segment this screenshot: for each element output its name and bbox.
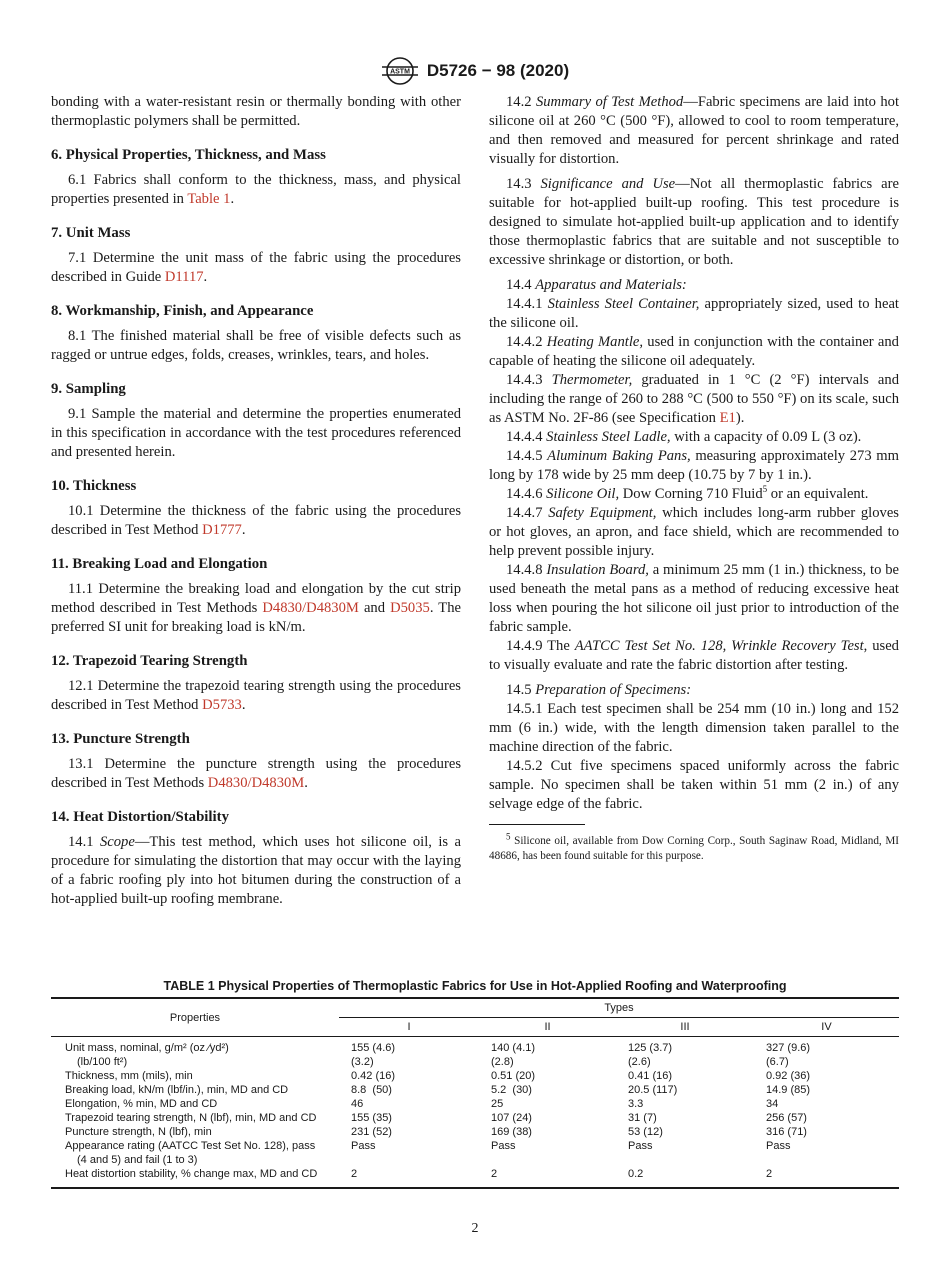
type-header-iv: IV xyxy=(754,1018,899,1037)
property-cell: Elongation, % min, MD and CD xyxy=(65,1098,218,1110)
table-body xyxy=(51,1037,899,1189)
e1-link[interactable]: E1 xyxy=(719,410,736,426)
value-cell: (6.7) xyxy=(766,1056,789,1068)
footnote-5: $^5$ Silicone oil, available from Dow Corning Corp., South Saginaw Road, Midland, MI 48686, has been found suitable for this purpose. xyxy=(489,831,899,862)
section-9-heading: 9. Sampling xyxy=(51,381,126,397)
footnote-ref-5[interactable]: 5 xyxy=(762,484,768,495)
value-cell xyxy=(339,1153,479,1167)
value-cell: 107 (24) xyxy=(491,1112,532,1124)
para-14-5-1: 14.5.1 Each test specimen shall be 254 mm (10 in.) long and 152 mm (6 in.) wide, with the length dimension taken parallel to the machine direction of the fabric. xyxy=(489,701,899,755)
d1117-link[interactable]: D1117 xyxy=(164,269,204,285)
table-row xyxy=(51,1111,899,1125)
section-6-heading: 6. Physical Properties, Thickness, and Mass xyxy=(51,147,326,163)
table-row xyxy=(51,1125,899,1139)
para-13-1: 13.1 Determine the puncture strength using the procedures described in Test Methods D4830/D4830M. xyxy=(51,756,461,791)
para-14-1: 14.1 Scope—This test method, which uses hot silicone oil, is a procedure for simulating the distortion that may occur with the laying of a fabric roofing ply into hot bitumen during the construction of a hot-applied built-up roofing membrane. xyxy=(51,834,461,907)
table-row xyxy=(51,1069,899,1083)
value-cell: 53 (12) xyxy=(628,1126,663,1138)
para-14-4-7: 14.4.7 Safety Equipment, which includes long-arm rubber gloves or hot gloves, an apron, and face shield, which are recommended to help prevent possible injury. xyxy=(489,505,899,559)
section-7-heading: 7. Unit Mass xyxy=(51,225,131,241)
value-cell xyxy=(754,1153,899,1167)
para-7-1: 7.1 Determine the unit mass of the fabric using the procedures described in Guide D1117. xyxy=(51,250,461,285)
property-cell: Puncture strength, N (lbf), min xyxy=(65,1126,212,1138)
table-row xyxy=(51,1167,899,1188)
section-11-heading: 11. Breaking Load and Elongation xyxy=(51,556,268,572)
property-cell: Appearance rating (AATCC Test Set No. 128), pass xyxy=(65,1140,316,1152)
d5733-link[interactable]: D5733 xyxy=(202,697,242,713)
table-row xyxy=(51,1097,899,1111)
value-cell: 0.41 (16) xyxy=(628,1070,673,1082)
section-10-heading: 10. Thickness xyxy=(51,478,137,494)
value-cell: 5.2 (30) xyxy=(491,1084,532,1096)
section-8-heading: 8. Workmanship, Finish, and Appearance xyxy=(51,303,314,319)
d4830-link[interactable]: D4830/D4830M xyxy=(262,600,359,616)
value-cell: 8.8 (50) xyxy=(351,1084,392,1096)
para-14-4-4: 14.4.4 Stainless Steel Ladle, with a capacity of 0.09 L (3 oz). xyxy=(506,429,862,445)
continued-paragraph: bonding with a water-resistant resin or thermally bonding with other thermoplastic polymers shall be permitted. xyxy=(51,94,461,129)
para-12-1: 12.1 Determine the trapezoid tearing strength using the procedures described in Test Method D5733. xyxy=(51,678,461,713)
para-14-4-5: 14.4.5 Aluminum Baking Pans, measuring approximately 273 mm long by 178 wide by 25 mm deep (10.75 by 7 by 1 in.). xyxy=(489,448,899,483)
properties-table xyxy=(51,997,899,1189)
para-14-4: 14.4 Apparatus and Materials: xyxy=(506,277,687,293)
property-cell: Trapezoid tearing strength, N (lbf), min, MD and CD xyxy=(65,1112,317,1124)
para-14-3: 14.3 Significance and Use—Not all thermoplastic fabrics are suitable for hot-applied built-up roofing. This test procedure is designed to simulate hot-applied built-up application and to identify those thermoplastic fabrics that are suitable and not susceptible to excessive shrinkage or distortion, or both. xyxy=(489,176,899,268)
value-cell xyxy=(479,1153,616,1167)
para-10-1: 10.1 Determine the thickness of the fabric using the procedures described in Test Method D1777. xyxy=(51,503,461,538)
table-1-link[interactable]: Table 1 xyxy=(187,191,231,207)
section-14-heading: 14. Heat Distortion/Stability xyxy=(51,809,229,825)
para-14-4-6: 14.4.6 Silicone Oil, Dow Corning 710 Fluid$^5$ or an equivalent. xyxy=(506,484,869,502)
value-cell: 155 (35) xyxy=(351,1112,392,1124)
property-cell: Breaking load, kN/m (lbf/in.), min, MD and CD xyxy=(65,1084,289,1096)
para-14-4-2: 14.4.2 Heating Mantle, used in conjunction with the container and capable of heating the silicone oil adequately. xyxy=(489,334,899,369)
astm-logo-text: ASTM xyxy=(389,68,410,76)
standard-designation: D5726 − 98 (2020) xyxy=(426,61,570,80)
value-cell: 0.51 (20) xyxy=(491,1070,536,1082)
value-cell: 155 (4.6) xyxy=(351,1042,396,1054)
value-cell: 327 (9.6) xyxy=(766,1042,811,1054)
value-cell: 231 (52) xyxy=(351,1126,392,1138)
value-cell: 14.9 (85) xyxy=(766,1084,811,1096)
property-cell: Heat distortion stability, % change max, MD and CD xyxy=(51,1167,339,1188)
d1777-link[interactable]: D1777 xyxy=(202,522,242,538)
value-cell: 31 (7) xyxy=(628,1112,657,1124)
value-cell: 316 (71) xyxy=(766,1126,807,1138)
para-14-5-2: 14.5.2 Cut five specimens spaced uniformly across the fabric sample. No specimen shall be taken within 51 mm (2 in.) of any selvage edge of the fabric. xyxy=(489,758,899,812)
para-14-4-8: 14.4.8 Insulation Board, a minimum 25 mm (1 in.) thickness, to be used beneath the metal pans as a method of reducing excessive heat loss when pouring the hot silicone oil just prior to introduction of the fabric sample. xyxy=(489,562,899,635)
value-cell: 125 (3.7) xyxy=(628,1042,673,1054)
para-14-4-3: 14.4.3 Thermometer, graduated in 1 °C (2 °F) intervals and including the range of 260 to 288 °C (500 to 550 °F) on its scale, such as ASTM No. 2F-86 (see Specification E1). xyxy=(489,372,899,426)
table-row xyxy=(51,1153,899,1167)
value-cell: 3.3 xyxy=(628,1098,644,1110)
table-row xyxy=(51,1139,899,1153)
footnote-divider xyxy=(489,824,585,825)
d5035-link[interactable]: D5035 xyxy=(390,600,430,616)
value-cell: 0.42 (16) xyxy=(351,1070,396,1082)
value-cell: 140 (4.1) xyxy=(491,1042,536,1054)
value-cell: 2 xyxy=(339,1167,479,1188)
d4830-link-2[interactable]: D4830/D4830M xyxy=(207,775,305,791)
page-number: 2 xyxy=(471,1221,479,1236)
type-header-ii: II xyxy=(479,1018,616,1037)
table-title: TABLE 1 Physical Properties of Thermoplastic Fabrics for Use in Hot-Applied Roofing and Waterproofing xyxy=(163,979,787,993)
value-cell: 25 xyxy=(491,1098,504,1110)
table-row xyxy=(51,1037,899,1056)
value-cell: 0.92 (36) xyxy=(766,1070,811,1082)
para-8-1: 8.1 The finished material shall be free of visible defects such as ragged or untrue edges, folds, creases, wrinkles, tears, and holes. xyxy=(51,328,461,363)
table-row xyxy=(51,1055,899,1069)
value-cell: 2 xyxy=(754,1167,899,1188)
types-header: Types xyxy=(339,998,899,1018)
para-14-4-9: 14.4.9 The AATCC Test Set No. 128, Wrinkle Recovery Test, used to visually evaluate and rate the fabric distortion after testing. xyxy=(489,638,899,673)
value-cell: 169 (38) xyxy=(491,1126,532,1138)
table-row xyxy=(51,1083,899,1097)
value-cell: (2.8) xyxy=(491,1056,514,1068)
value-cell: 256 (57) xyxy=(766,1112,807,1124)
para-14-2: 14.2 Summary of Test Method—Fabric specimens are laid into hot silicone oil at 260 °C (500 °F), allowed to cool to room temperature, and then removed and measured for percent shrinkage and rated visually for distortion. xyxy=(489,94,899,167)
property-cell: Thickness, mm (mils), min xyxy=(65,1070,193,1082)
type-header-i: I xyxy=(339,1018,479,1037)
property-cell: (lb/100 ft²) xyxy=(77,1056,128,1068)
para-11-1: 11.1 Determine the breaking load and elongation by the cut strip method described in Test Methods D4830/D4830M and D5035. The preferred SI unit for breaking load is kN/m. xyxy=(51,581,461,635)
value-cell: 46 xyxy=(351,1098,364,1110)
value-cell: Pass xyxy=(351,1140,376,1152)
property-cell: (4 and 5) and fail (1 to 3) xyxy=(77,1154,198,1166)
para-14-5: 14.5 Preparation of Specimens: xyxy=(506,682,692,698)
para-14-4-1: 14.4.1 Stainless Steel Container, appropriately sized, used to heat the silicone oil. xyxy=(489,296,899,331)
left-column xyxy=(51,93,461,909)
value-cell: (3.2) xyxy=(351,1056,374,1068)
para-6-1: 6.1 Fabrics shall conform to the thickness, mass, and physical properties presented in Table 1. xyxy=(51,172,461,207)
section-12-heading: 12. Trapezoid Tearing Strength xyxy=(51,653,248,669)
value-cell: Pass xyxy=(766,1140,791,1152)
value-cell: (2.6) xyxy=(628,1056,651,1068)
right-column xyxy=(489,93,899,864)
value-cell: 20.5 (117) xyxy=(628,1084,678,1096)
value-cell: 0.2 xyxy=(616,1167,754,1188)
value-cell: Pass xyxy=(628,1140,653,1152)
type-header-iii: III xyxy=(616,1018,754,1037)
value-cell: 34 xyxy=(766,1098,779,1110)
properties-header: Properties xyxy=(51,998,339,1037)
value-cell: Pass xyxy=(491,1140,516,1152)
value-cell: 2 xyxy=(479,1167,616,1188)
property-cell: Unit mass, nominal, g/m² (oz ⁄yd²) xyxy=(65,1042,229,1054)
value-cell xyxy=(616,1153,754,1167)
page-header xyxy=(0,56,950,86)
astm-logo-icon xyxy=(381,56,419,86)
section-13-heading: 13. Puncture Strength xyxy=(51,731,190,747)
para-9-1: 9.1 Sample the material and determine the properties enumerated in this specification in accordance with the test procedures referenced and presented herein. xyxy=(51,406,461,460)
